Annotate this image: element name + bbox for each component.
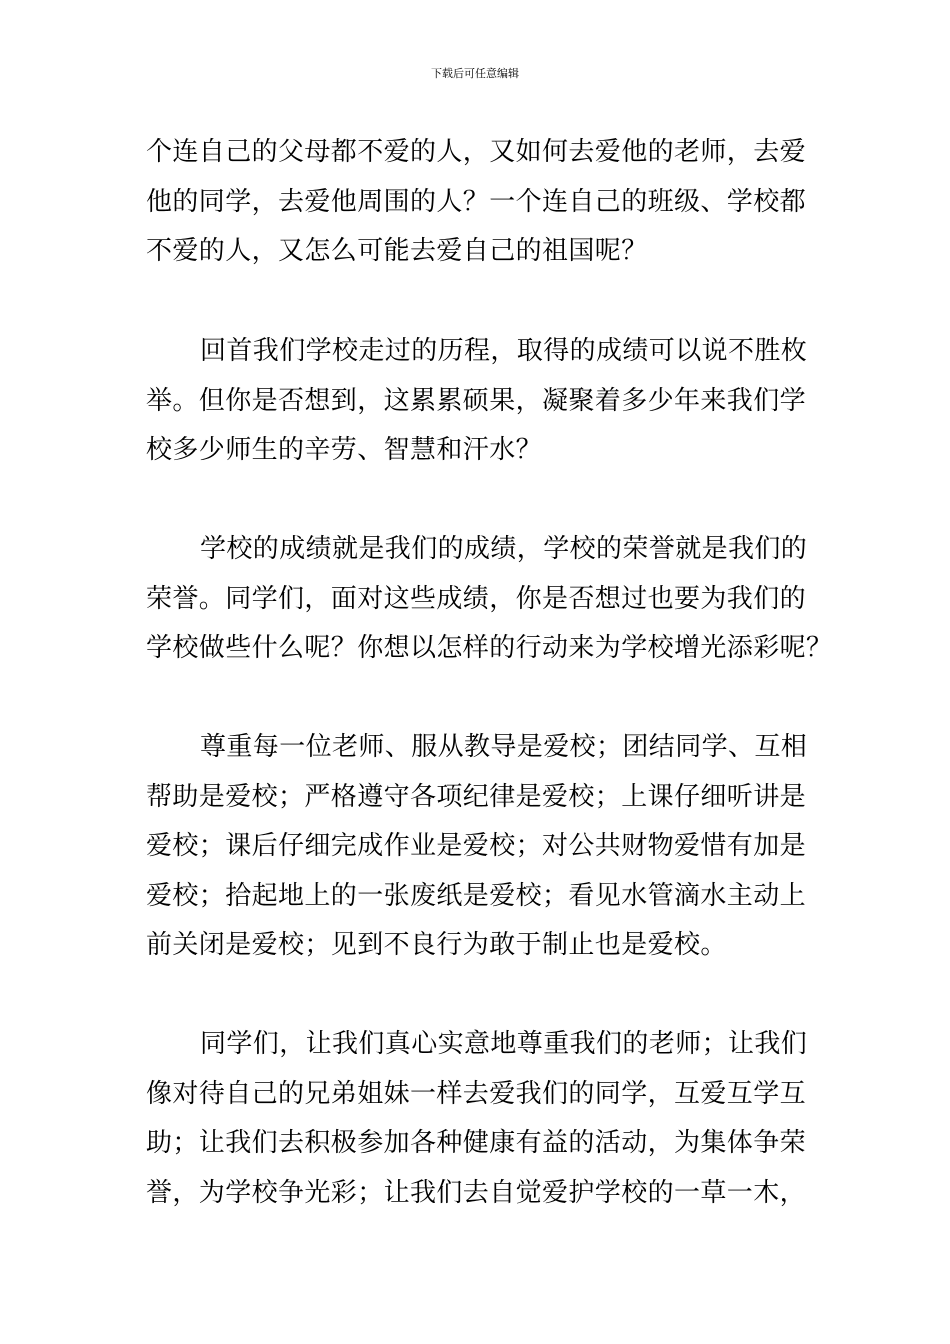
paragraph-line: 举。但你是否想到，这累累硕果，凝聚着多少年来我们学 xyxy=(146,385,807,416)
paragraph-line: 爱校；课后仔细完成作业是爱校；对公共财物爱惜有加是 xyxy=(146,831,807,862)
paragraph-line: 前关闭是爱校；见到不良行为敢于制止也是爱校。 xyxy=(146,930,727,961)
paragraph-line: 学校的成绩就是我们的成绩，学校的荣誉就是我们的 xyxy=(200,534,808,564)
paragraph-line: 帮助是爱校；严格遵守各项纪律是爱校；上课仔细听讲是 xyxy=(146,781,807,812)
paragraph-line: 回首我们学校走过的历程，取得的成绩可以说不胜枚 xyxy=(200,336,808,366)
paragraph-line: 学校做些什么呢？你想以怎样的行动来为学校增光添彩呢？ xyxy=(146,633,833,664)
paragraph-5 xyxy=(146,1020,810,1218)
paragraph-2 xyxy=(146,327,810,476)
header-note: 下载后可任意编辑 xyxy=(431,67,519,80)
paragraph-line: 誉，为学校争光彩；让我们去自觉爱护学校的一草一木， xyxy=(146,1177,807,1208)
paragraph-line: 荣誉。同学们，面对这些成绩，你是否想过也要为我们的 xyxy=(146,583,807,614)
paragraph-line: 同学们，让我们真心实意地尊重我们的老师；让我们 xyxy=(200,1029,808,1059)
paragraph-line: 尊重每一位老师、服从教导是爱校；团结同学、互相 xyxy=(200,732,808,762)
paragraph-3 xyxy=(146,525,833,674)
paragraph-line: 像对待自己的兄弟姐妹一样去爱我们的同学，互爱互学互 xyxy=(146,1078,807,1109)
paragraph-1 xyxy=(146,128,810,277)
paragraph-line: 个连自己的父母都不爱的人，又如何去爱他的老师，去爱 xyxy=(146,137,807,167)
paragraph-line: 不爱的人，又怎么可能去爱自己的祖国呢？ xyxy=(146,236,648,267)
paragraph-4 xyxy=(146,723,810,971)
paragraph-line: 助；让我们去积极参加各种健康有益的活动，为集体争荣 xyxy=(146,1128,807,1159)
paragraph-line: 爱校；拾起地上的一张废纸是爱校；看见水管滴水主动上 xyxy=(146,880,807,911)
paragraph-line: 校多少师生的辛劳、智慧和汗水？ xyxy=(146,435,543,466)
paragraph-line: 他的同学，去爱他周围的人？一个连自己的班级、学校都 xyxy=(146,186,807,217)
